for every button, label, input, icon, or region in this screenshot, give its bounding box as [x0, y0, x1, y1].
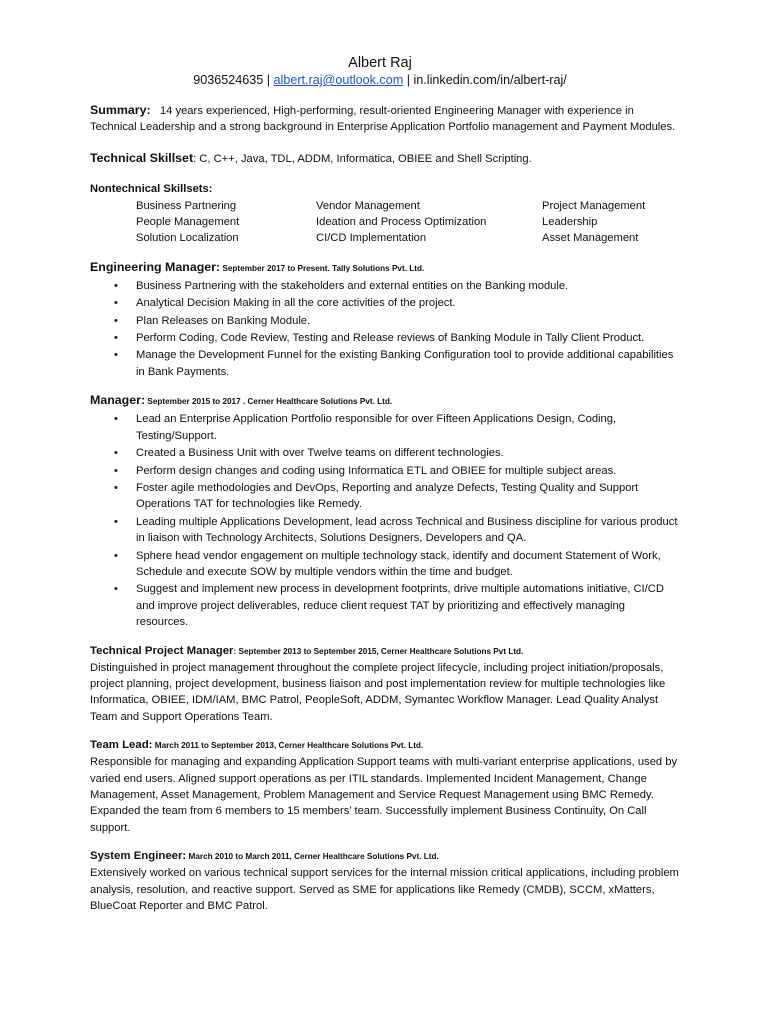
- job-dates-company: September 2017 to Present. Tally Solutions Pvt. Ltd.: [220, 263, 425, 273]
- bullet-icon: •: [114, 515, 118, 528]
- bullet-icon: •: [114, 349, 118, 362]
- bullet-text: Foster agile methodologies and DevOps, Reporting and analyze Defects, Testing Quality and Support Operations TAT for technologies like Remedy.: [136, 481, 639, 511]
- linkedin-url: in.linkedin.com/in/albert-raj/: [413, 73, 567, 87]
- bullet-text: Created a Business Unit with over Twelve teams on different technologies.: [136, 447, 504, 460]
- phone-number: 9036524635: [193, 73, 264, 87]
- bullet-text: Business Partnering with the stakeholders and external entities on the Banking module.: [136, 279, 569, 292]
- list-item: [90, 514, 680, 547]
- list-item: [90, 463, 680, 479]
- skill-item: CI/CD Implementation: [316, 232, 427, 245]
- bullet-text: Analytical Decision Making in all the core activities of the project.: [136, 297, 456, 310]
- skill-item: Vendor Management: [316, 199, 420, 212]
- bullet-text: Lead an Enterprise Application Portfolio responsible for over Fifteen Applications Design, Coding, Testing/Support.: [136, 413, 617, 442]
- job-manager: [90, 392, 680, 630]
- list-item: [90, 548, 680, 581]
- bullet-text: Suggest and implement new process in development footprints, drive multiple automations initiative, CI/CD and improve project deliverables, reduce client request TAT by prioritizing and effectively managing resources.: [136, 583, 664, 629]
- skill-item: Asset Management: [542, 232, 639, 245]
- summary-section: [90, 102, 680, 136]
- job-header: [90, 848, 680, 865]
- job-dates-company: : September 2013 to September 2015, Cerner Healthcare Solutions Pvt Ltd.: [233, 646, 524, 656]
- skill-item: People Management: [136, 216, 240, 229]
- separator: |: [403, 73, 414, 87]
- bullet-icon: •: [114, 464, 118, 477]
- bullet-icon: •: [114, 297, 118, 310]
- job-team-lead: [90, 737, 680, 836]
- summary-text: 14 years experienced, High-performing, result-oriented Engineering Manager with experience in Technical Leadership and a strong background in Enterprise Application Portfolio management and Payment Modules.: [90, 105, 676, 134]
- job-description: Responsible for managing and expanding Application Support teams with multi-variant enterprise applications, used by varied end users. Aligned support operations as per ITIL standards. Implemented Incident Management, Change Management, Asset Management, Problem Management and Service Request Management using BMC Remedy. Expanded the team from 6 members to 15 members’ team. Successfully implement Business Continuity, On Call support.: [90, 756, 678, 834]
- bullet-icon: •: [114, 332, 118, 345]
- job-title: Engineering Manager:: [90, 259, 221, 274]
- list-item: [90, 330, 680, 346]
- job-engineering-manager: [90, 259, 680, 380]
- technical-skillset-text: : C, C++, Java, TDL, ADDM, Informatica, OBIEE and Shell Scripting.: [193, 152, 532, 165]
- bullet-icon: •: [114, 314, 118, 327]
- bullet-icon: •: [114, 583, 118, 596]
- job-description: Distinguished in project management throughout the complete project lifecycle, including project initiation/proposals, project planning, project development, business liaison and post implementation review for multiple technologies like Informatica, OBIEE, IDM/IAM, BMC Patrol, PeopleSoft, ADDM, Symantec Workflow Manager. Lead Quality Analyst Team and Support Operations Team.: [90, 661, 666, 723]
- job-bullets: [90, 278, 680, 380]
- skill-item: Project Management: [542, 199, 646, 212]
- job-title: Technical Project Manager: [90, 644, 234, 657]
- bullet-icon: •: [114, 447, 118, 460]
- bullet-text: Perform Coding, Code Review, Testing and Release reviews of Banking Module in Tally Client Product.: [136, 332, 645, 345]
- bullet-icon: •: [114, 549, 118, 562]
- job-header: [90, 392, 680, 410]
- job-header: [90, 259, 680, 277]
- list-item: [90, 313, 680, 329]
- bullet-text: Perform design changes and coding using Informatica ETL and OBIEE for multiple subject areas.: [136, 464, 617, 477]
- technical-skillset-label: Technical Skillset: [90, 150, 194, 165]
- resume-page: [90, 54, 680, 914]
- job-description: Extensively worked on various technical support services for the internal mission critical applications, including problem analysis, resolution, and reactive support. Served as SME for applications like Remedy (CMDB), SCCM, xMatters, BlueCoat Reporter and BMC Patrol.: [90, 867, 679, 913]
- summary-label: Summary:: [90, 103, 151, 117]
- list-item: [90, 581, 680, 630]
- bullet-icon: •: [114, 481, 118, 494]
- bullet-text: Manage the Development Funnel for the existing Banking Configuration tool to provide additional capabilities in Bank Payments.: [136, 349, 674, 378]
- separator: |: [263, 73, 274, 87]
- job-header: [90, 643, 680, 660]
- contact-line: [80, 72, 680, 88]
- list-item: [90, 347, 680, 380]
- job-technical-project-manager: [90, 643, 680, 726]
- bullet-icon: •: [114, 413, 118, 426]
- skill-item: Leadership: [542, 216, 598, 229]
- bullet-text: Leading multiple Applications Development, lead across Technical and Business discipline for various product in liaison with Technology Architects, Solutions Designers, Developers and QA.: [136, 515, 678, 545]
- job-dates-company: March 2011 to September 2013, Cerner Healthcare Solutions Pvt. Ltd.: [152, 741, 424, 751]
- list-item: [90, 411, 680, 444]
- nontechnical-skillsets-label: Nontechnical Skillsets:: [90, 183, 213, 196]
- list-item: [90, 445, 680, 461]
- technical-skillset-section: [90, 150, 680, 167]
- job-header: [90, 737, 680, 754]
- list-item: [90, 278, 680, 294]
- list-item: [90, 480, 680, 513]
- job-title: Team Lead:: [90, 739, 153, 752]
- job-dates-company: September 2015 to 2017 . Cerner Healthcare Solutions Pvt. Ltd.: [145, 397, 393, 407]
- job-bullets: [90, 411, 680, 630]
- job-system-engineer: [90, 848, 680, 914]
- job-dates-company: March 2010 to March 2011, Cerner Healthcare Solutions Pvt. Ltd.: [186, 852, 439, 862]
- candidate-name: Albert Raj: [348, 55, 412, 71]
- email-link[interactable]: albert.raj@outlook.com: [273, 73, 404, 87]
- list-item: [90, 295, 680, 311]
- bullet-text: Plan Releases on Banking Module.: [136, 314, 311, 327]
- job-title: Manager:: [90, 393, 146, 408]
- job-title: System Engineer:: [90, 850, 187, 863]
- nontechnical-skills-grid: [136, 198, 680, 247]
- skill-item: Ideation and Process Optimization: [316, 216, 487, 229]
- skill-item: Solution Localization: [136, 232, 239, 245]
- skill-item: Business Partnering: [136, 199, 237, 212]
- bullet-icon: •: [114, 279, 118, 292]
- bullet-text: Sphere head vendor engagement on multiple technology stack, identify and document Statement of Work, Schedule and execute SOW by multiple vendors within the time and budget.: [136, 549, 661, 578]
